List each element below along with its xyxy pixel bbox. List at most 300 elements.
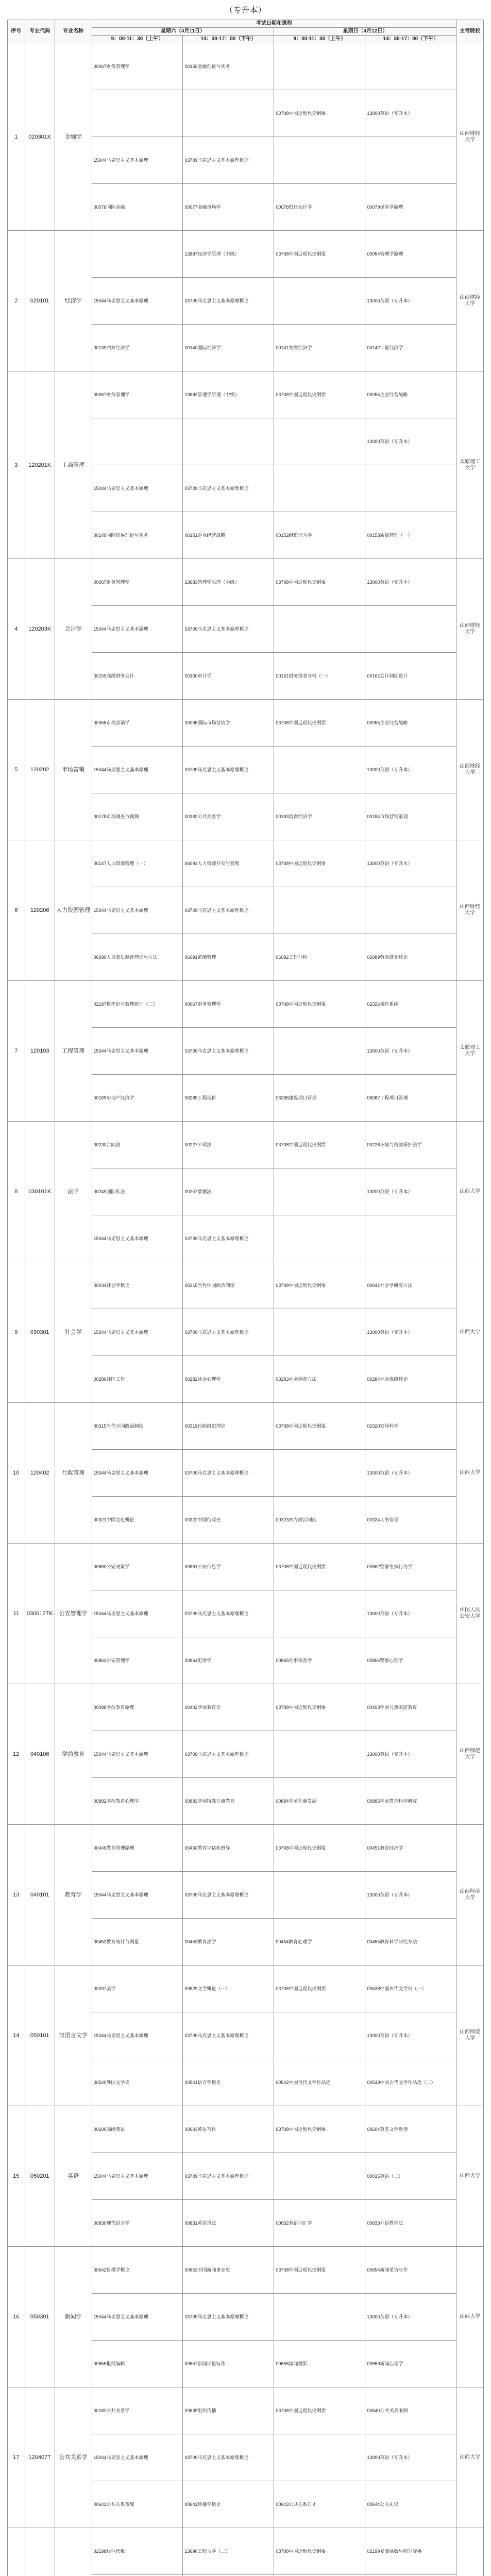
major-name: 会计学 (55, 559, 92, 700)
major-name: 工商管理 (55, 371, 92, 559)
school-name: 山西大学 (456, 1403, 484, 1544)
course-cell: 00643公共关系口才 (274, 2481, 365, 2528)
course-cell: 15044马克思主义基本原理 (92, 1309, 183, 1356)
course-cell: 13683管理学原理（中级） (183, 371, 274, 418)
major-name: 经济学 (55, 231, 92, 371)
course-cell: 13000英语（专升本） (365, 559, 456, 606)
course-cell: 00324人事管理 (365, 1497, 456, 1544)
header-row-1 (8, 20, 484, 28)
major-code: 040106 (25, 1684, 55, 1825)
course-cell: 03709马克思主义基本原理概论 (183, 1309, 274, 1356)
major-code: 120103 (25, 981, 55, 1122)
course-cell: 02198线性代数 (92, 2528, 183, 2575)
major-name: 工程管理 (55, 981, 92, 1122)
course-cell: 06090人员素质测评理论与方法 (92, 934, 183, 981)
course-cell: 00183消费经济学 (274, 793, 365, 840)
course-cell: 15044马克思主义基本原理 (92, 1028, 183, 1075)
course-cell: 00162会计制度设计 (365, 653, 456, 700)
major-name: 金融学 (55, 43, 92, 231)
course-cell: 03708中国近现代史纲要 (274, 2528, 365, 2575)
course-cell (274, 2012, 365, 2059)
course-cell: 15044马克思主义基本原理 (92, 137, 183, 184)
course-cell: 02197概率论与数理统计（二） (92, 981, 183, 1028)
course-cell: 00147人力资源管理（一） (92, 840, 183, 887)
course-cell: 00079保险学原理 (365, 184, 456, 231)
major-code: 030301 (25, 1262, 55, 1403)
table-row (8, 1122, 484, 1168)
header-day-2: 星期日（4月12日） (274, 28, 456, 36)
course-cell: 03709马克思主义基本原理概论 (183, 747, 274, 793)
course-cell: 00538中国古代文学史（一） (365, 1965, 456, 2012)
course-cell: 00885学前教育科学研究 (365, 1778, 456, 1825)
major-name: 汉语言文学 (55, 1965, 92, 2106)
course-cell: 00540外国文学史 (92, 2059, 183, 2106)
course-cell: 00321中国文化概论 (92, 1497, 183, 1544)
row-index: 1 (8, 43, 25, 231)
major-name: 英语 (55, 2106, 92, 2247)
course-cell: 00657新闻评论写作 (183, 2341, 274, 2387)
course-cell: 13000英语（专升本） (365, 90, 456, 137)
row-index: 17 (8, 2387, 25, 2528)
course-cell: 13000英语（专升本） (365, 278, 456, 325)
header-time-sat-am: 9：00-11：30（上午） (92, 36, 183, 43)
course-cell: 00861公安信息学 (183, 1544, 274, 1590)
course-cell: 15044马克思主义基本原理 (92, 1872, 183, 1919)
course-cell: 00182公共关系学 (92, 2387, 183, 2434)
major-code (25, 2528, 55, 2576)
course-cell: 00067财务管理学 (183, 981, 274, 1028)
course-cell: 15044马克思主义基本原理 (92, 747, 183, 793)
course-cell: 13690工程力学（二） (183, 2528, 274, 2575)
course-cell: 06092工作分析 (274, 934, 365, 981)
table-row (8, 371, 484, 418)
course-cell: 00653中国新闻事业史 (183, 2247, 274, 2294)
row-index (8, 2528, 25, 2576)
school-name: 山西大学 (456, 1262, 484, 1403)
course-cell: 06091薪酬管理 (183, 934, 274, 981)
major-code: 120202 (25, 700, 55, 840)
school-name: 太原理工大学 (456, 371, 484, 559)
school-name: 山西财经大学 (456, 43, 484, 231)
course-cell (274, 606, 365, 653)
course-cell: 13000英语（专升本） (365, 418, 456, 465)
course-cell: 13000英语（专升本） (365, 1028, 456, 1075)
course-cell: 00398学前教育原理 (92, 1684, 183, 1731)
course-cell: 06289工程造价 (183, 1075, 274, 1122)
course-cell (274, 1731, 365, 1778)
course-cell (274, 2434, 365, 2481)
row-index: 5 (8, 700, 25, 840)
course-cell: 03708中国近现代史纲要 (274, 1262, 365, 1309)
school-name: 山西财经大学 (456, 700, 484, 840)
course-cell: 03709马克思主义基本原理概论 (183, 1872, 274, 1919)
table-row (8, 559, 484, 606)
course-cell: 00161财务报表分析（一） (274, 653, 365, 700)
row-index: 8 (8, 1122, 25, 1262)
course-cell: 00182公共关系学 (183, 793, 274, 840)
course-cell: 00159高级财务会计 (92, 653, 183, 700)
course-cell: 03709马克思主义基本原理概论 (183, 1731, 274, 1778)
row-index: 11 (8, 1544, 25, 1684)
course-cell (92, 90, 183, 137)
course-cell: 00037美学 (92, 1965, 183, 2012)
course-cell (274, 1168, 365, 1215)
course-cell: 03708中国近现代史纲要 (274, 2387, 365, 2434)
course-cell: 03709马克思主义基本原理概论 (183, 2012, 274, 2059)
course-cell: 03708中国近现代史纲要 (274, 2106, 365, 2153)
course-cell (365, 887, 456, 934)
course-cell: 00227公司法 (183, 1122, 274, 1168)
major-code: 120201K (25, 371, 55, 559)
course-cell: 03709马克思主义基本原理概论 (183, 1590, 274, 1637)
course-cell: 06093人力资源开发与管理 (183, 840, 274, 887)
header-time-sat-pm: 14：30-17：00（下午） (183, 36, 274, 43)
course-cell: 00284社会保障概论 (365, 1356, 456, 1403)
course-cell: 13000英语（专升本） (365, 840, 456, 887)
course-cell: 06288建设项目管理 (274, 1075, 365, 1122)
course-cell (274, 1450, 365, 1497)
course-cell: 15044马克思主义基本原理 (92, 278, 183, 325)
course-cell: 00283社会调查方法 (274, 1356, 365, 1403)
course-cell (274, 137, 365, 184)
course-cell: 00830现代语言学 (92, 2200, 183, 2247)
course-cell: 03708中国近现代史纲要 (274, 2247, 365, 2294)
course-cell: 00831英语语法 (183, 2200, 274, 2247)
table-row (8, 840, 484, 887)
table-row (8, 981, 484, 1028)
course-cell: 00142计量经济学 (365, 325, 456, 371)
table-row (8, 1262, 484, 1309)
course-cell: 03708中国近现代史纲要 (274, 231, 365, 278)
course-cell: 15044马克思主义基本原理 (92, 1450, 183, 1497)
course-cell: 00866警察心理学 (365, 1637, 456, 1684)
course-cell: 03708中国近现代史纲要 (274, 1544, 365, 1590)
school-name: 山西师范大学 (456, 1684, 484, 1825)
row-index: 15 (8, 2106, 25, 2247)
row-index: 16 (8, 2247, 25, 2387)
course-cell (274, 1309, 365, 1356)
course-cell: 00139西方经济学 (92, 325, 183, 371)
school-name: 山西大学 (456, 1122, 484, 1262)
school-name (456, 2528, 484, 2576)
course-cell: 03709马克思主义基本原理概论 (183, 2294, 274, 2341)
course-cell: 15044马克思主义基本原理 (92, 1215, 183, 1262)
course-cell: 15044马克思主义基本原理 (92, 2294, 183, 2341)
course-cell: 13000英语（专升本） (365, 747, 456, 793)
course-cell: 00160审计学 (183, 653, 274, 700)
course-cell: 15044马克思主义基本原理 (92, 1590, 183, 1637)
major-name: 社会学 (55, 1262, 92, 1403)
course-cell: 00228环境与资源保护法学 (365, 1122, 456, 1168)
course-cell: 00015英语（二） (365, 2153, 456, 2200)
table-row (8, 1544, 484, 1590)
course-cell: 03708中国近现代史纲要 (274, 981, 365, 1028)
course-cell: 03708中国近现代史纲要 (274, 559, 365, 606)
header-time-sun-pm: 14：30-17：00（下午） (365, 36, 456, 43)
course-cell: 13000英语（专升本） (365, 2294, 456, 2341)
course-cell: 00320领导科学 (365, 1403, 456, 1450)
course-cell: 00833外语教学法 (365, 2200, 456, 2247)
major-code: 030612TK (25, 1544, 55, 1684)
table-body (8, 43, 484, 2576)
major-name: 学前教育 (55, 1684, 92, 1825)
course-cell: 00054管理学原理 (365, 231, 456, 278)
course-cell: 00152组织行为学 (274, 512, 365, 559)
course-cell: 13683管理学原理（中级） (183, 559, 274, 606)
course-cell: 00067财务管理学 (92, 43, 183, 90)
course-cell (365, 43, 456, 90)
course-cell: 03709马克思主义基本原理概论 (183, 1450, 274, 1497)
row-index: 13 (8, 1825, 25, 1965)
header-exam-dates: 考试日期和课程 (92, 20, 456, 28)
table-title: （专升本） (225, 6, 266, 15)
course-cell: 00543中国古代文学作品选（二） (365, 2059, 456, 2106)
course-cell: 00319行政组织理论 (183, 1403, 274, 1450)
course-cell (365, 1215, 456, 1262)
header-index: 序号 (8, 20, 25, 43)
course-cell: 15044马克思主义基本原理 (92, 2434, 183, 2481)
table-header (8, 20, 484, 43)
course-cell: 03708中国近现代史纲要 (274, 700, 365, 747)
course-cell: 00067财务管理学 (92, 559, 183, 606)
row-index: 10 (8, 1403, 25, 1544)
row-index: 12 (8, 1684, 25, 1825)
course-cell: 13000英语（专升本） (365, 2434, 456, 2481)
course-cell: 00529文学概论（一） (183, 1965, 274, 2012)
course-cell: 00655报纸编辑 (92, 2341, 183, 2387)
course-cell: 00644公关礼仪 (365, 2481, 456, 2528)
course-cell: 00055企业经营战略 (365, 371, 456, 418)
course-cell: 00077金融市场学 (183, 184, 274, 231)
schedule-wrap (7, 20, 484, 2576)
course-cell: 13000英语（专升本） (365, 1309, 456, 1356)
course-cell: 03709马克思主义基本原理概论 (183, 465, 274, 512)
course-cell: 03709马克思主义基本原理概论 (183, 606, 274, 653)
course-cell: 00882学前教育心理学 (92, 1778, 183, 1825)
course-cell: 03708中国近现代史纲要 (274, 1684, 365, 1731)
major-code: 020101 (25, 231, 55, 371)
school-name: 山西大学 (456, 2106, 484, 2247)
course-cell: 00883学前特殊儿童教育 (183, 1778, 274, 1825)
course-cell (274, 2294, 365, 2341)
course-cell: 00640公共关系案例 (365, 2387, 456, 2434)
course-cell: 00402学前教育史 (183, 1684, 274, 1731)
course-cell (274, 1215, 365, 1262)
course-cell: 00098国际市场营销学 (183, 700, 274, 747)
major-code: 120402 (25, 1403, 55, 1544)
school-name: 山西财经大学 (456, 559, 484, 700)
table-row (8, 700, 484, 747)
course-cell (274, 43, 365, 90)
course-cell: 03708中国近现代史纲要 (274, 1122, 365, 1168)
course-cell: 03708中国近现代史纲要 (274, 1825, 365, 1872)
school-name: 中国人民公安大学 (456, 1544, 484, 1684)
course-cell: 00542中国当代文学作品选 (274, 2059, 365, 2106)
course-cell: 00639组织传播 (183, 2387, 274, 2434)
course-cell: 00034社会学概论 (92, 1262, 183, 1309)
course-cell (92, 418, 183, 465)
course-cell: 00451教育经济学 (365, 1825, 456, 1872)
course-cell: 15044马克思主义基本原理 (92, 2012, 183, 2059)
course-cell: 15044马克思主义基本原理 (92, 2153, 183, 2200)
course-cell: 00257票据法 (183, 1168, 274, 1215)
table-row (8, 1825, 484, 1872)
course-cell (365, 606, 456, 653)
course-cell (274, 1872, 365, 1919)
course-cell: 00452教育统计与测量 (92, 1919, 183, 1965)
table-row (8, 1684, 484, 1731)
school-name: 山西大学 (456, 2247, 484, 2387)
major-name: 市场营销 (55, 700, 92, 840)
course-cell: 00249国际私法 (92, 1168, 183, 1215)
course-cell: 00641公共关系策划 (92, 2481, 183, 2528)
course-cell: 02199复变函数与积分变换 (365, 2528, 456, 2575)
major-name (55, 2528, 92, 2576)
table-row (8, 2247, 484, 2294)
course-cell: 00058市场营销学 (92, 700, 183, 747)
course-cell: 00076国际金融 (92, 184, 183, 231)
course-cell: 15044马克思主义基本原理 (92, 606, 183, 653)
course-cell: 00865刑事侦查学 (274, 1637, 365, 1684)
row-index: 14 (8, 1965, 25, 2106)
course-cell: 00151企业经营战略 (183, 512, 274, 559)
row-index: 4 (8, 559, 25, 700)
course-cell: 00315当代中国政治制度 (92, 1403, 183, 1450)
table-row (8, 2387, 484, 2434)
course-cell (274, 887, 365, 934)
major-name: 人力资源管理 (55, 840, 92, 981)
course-cell (274, 418, 365, 465)
table-row (8, 2528, 484, 2575)
course-cell: 03708中国近现代史纲要 (274, 840, 365, 887)
major-name: 公共关系学 (55, 2387, 92, 2528)
course-cell: 00315当代中国政治制度 (183, 1262, 274, 1309)
course-cell: 00450教育评估和督导 (183, 1825, 274, 1872)
course-cell: 00604英美文学选读 (365, 2106, 456, 2153)
course-cell: 02326操作系统 (365, 981, 456, 1028)
major-name: 新闻学 (55, 2247, 92, 2387)
course-cell: 15044马克思主义基本原理 (92, 1731, 183, 1778)
school-name: 山西师范大学 (456, 1825, 484, 1965)
course-cell: 00067财务管理学 (92, 371, 183, 418)
course-cell: 00140国际经济学 (183, 325, 274, 371)
major-code: 120203K (25, 559, 55, 700)
course-cell: 13000英语（专升本） (365, 1872, 456, 1919)
course-cell: 00455教育科学研究方法 (365, 1919, 456, 1965)
course-cell: 00078银行会计学 (274, 184, 365, 231)
course-cell (274, 2153, 365, 2200)
row-index: 7 (8, 981, 25, 1122)
course-cell: 00884学前儿童发展 (274, 1778, 365, 1825)
course-cell: 00230合同法 (92, 1122, 183, 1168)
header-time-sun-am: 9：00-11：30（上午） (274, 36, 365, 43)
course-cell: 00658新闻摄影 (274, 2341, 365, 2387)
row-index: 6 (8, 840, 25, 981)
course-cell (365, 465, 456, 512)
course-cell: 00280社区工作 (92, 1356, 183, 1403)
course-cell: 03708中国近现代史纲要 (274, 1403, 365, 1450)
course-cell: 00322中国行政史 (183, 1497, 274, 1544)
row-index: 9 (8, 1262, 25, 1403)
row-index: 3 (8, 371, 25, 559)
course-cell: 00864犯罪学 (183, 1637, 274, 1684)
course-cell (365, 137, 456, 184)
table-row (8, 1965, 484, 2012)
course-cell: 00041社会学研究方法 (365, 1262, 456, 1309)
header-major-code: 专业代码 (25, 20, 55, 43)
course-cell: 00055企业经营战略 (365, 700, 456, 747)
major-name: 教育学 (55, 1825, 92, 1965)
major-code: 120407T (25, 2387, 55, 2528)
course-cell: 03709马克思主义基本原理概论 (183, 887, 274, 934)
course-cell: 00862警察组织行为学 (365, 1544, 456, 1590)
course-cell: 00453教育法学 (183, 1919, 274, 1965)
major-code: 040101 (25, 1825, 55, 1965)
school-name: 山西师范大学 (456, 1965, 484, 2106)
header-school: 主考院校 (456, 20, 484, 43)
course-cell: 00600高级英语 (92, 2106, 183, 2153)
course-cell: 13000英语（专升本） (365, 1450, 456, 1497)
school-name: 山西财经大学 (456, 840, 484, 981)
course-cell: 00860公安决策学 (92, 1544, 183, 1590)
course-cell: 06089劳动就业概论 (365, 934, 456, 981)
course-cell: 00153质量管理（一） (365, 512, 456, 559)
course-cell: 03709马克思主义基本原理概论 (183, 2153, 274, 2200)
course-cell: 00184市场营销策划 (365, 793, 456, 840)
course-cell (274, 1590, 365, 1637)
course-cell: 00654新闻采访写作 (365, 2247, 456, 2294)
course-cell: 03708中国近现代史纲要 (274, 1965, 365, 2012)
course-cell (183, 418, 274, 465)
course-cell: 13887经济学原理（中级） (183, 231, 274, 278)
course-cell: 00832英语词汇学 (274, 2200, 365, 2247)
course-cell: 00150金融理论与实务 (183, 43, 274, 90)
course-cell: 00149国际贸易理论与实务 (92, 512, 183, 559)
school-name: 山西大学 (456, 2387, 484, 2528)
course-cell: 00603英语写作 (183, 2106, 274, 2153)
course-cell: 03709马克思主义基本原理概论 (183, 278, 274, 325)
course-cell: 03709马克思主义基本原理概论 (183, 1028, 274, 1075)
course-cell: 00141发展经济学 (274, 325, 365, 371)
course-cell: 03708中国近现代史纲要 (274, 371, 365, 418)
course-cell: 13000英语（专升本） (365, 1731, 456, 1778)
school-name: 山西财经大学 (456, 231, 484, 371)
major-code: 030101K (25, 1122, 55, 1262)
course-cell: 00282社会心理学 (183, 1356, 274, 1403)
course-cell: 13000英语（专升本） (365, 1168, 456, 1215)
course-cell: 06087工程项目管理 (365, 1075, 456, 1122)
course-cell: 15044马克思主义基本原理 (92, 465, 183, 512)
course-cell: 00323西方政治制度 (274, 1497, 365, 1544)
table-row (8, 2106, 484, 2153)
course-cell: 13000英语（专升本） (365, 1590, 456, 1637)
school-name: 太原理工大学 (456, 981, 484, 1122)
course-cell: 00403学前儿童家庭教育 (365, 1684, 456, 1731)
course-cell: 00642传播学概论 (183, 2481, 274, 2528)
header-day-1: 星期六（4月11日） (92, 28, 274, 36)
course-cell: 00449教育管理原理 (92, 1825, 183, 1872)
course-cell (92, 231, 183, 278)
course-cell: 00454教育心理学 (274, 1919, 365, 1965)
course-cell: 00178市场调查与预测 (92, 793, 183, 840)
course-cell: 00659新闻心理学 (365, 2341, 456, 2387)
course-cell: 03709马克思主义基本原理概论 (183, 137, 274, 184)
course-cell (274, 747, 365, 793)
table-row (8, 43, 484, 90)
course-cell: 03709马克思主义基本原理概论 (183, 2434, 274, 2481)
major-name: 行政管理 (55, 1403, 92, 1544)
major-name: 法学 (55, 1122, 92, 1262)
